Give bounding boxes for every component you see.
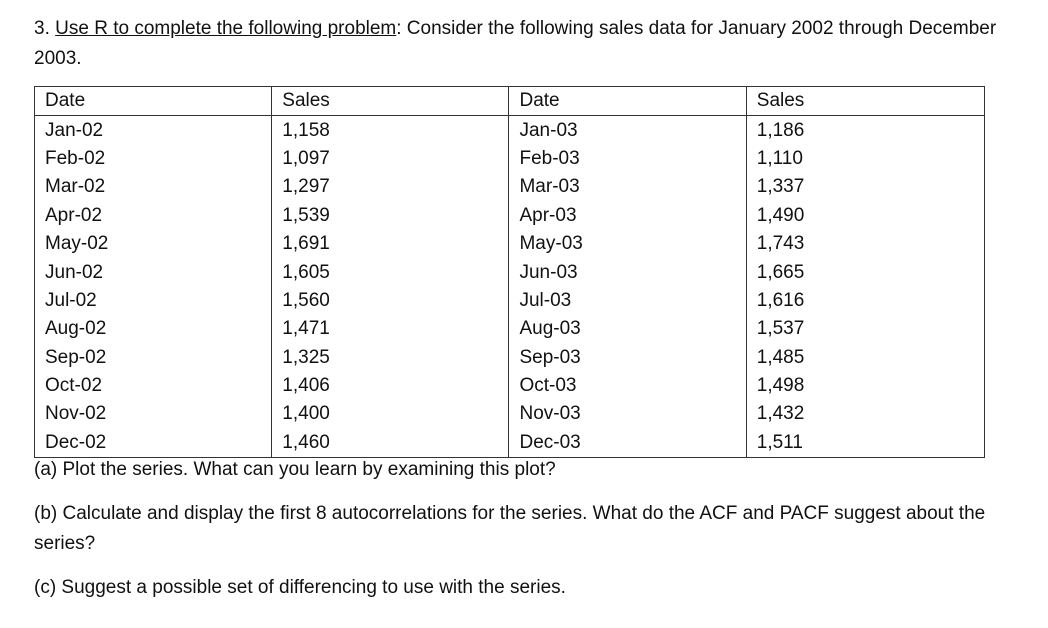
table-row (35, 344, 985, 372)
sales-cell: 1,743 (746, 230, 984, 258)
sales-cell: 1,485 (746, 344, 984, 372)
date-cell: Sep-03 (509, 344, 746, 372)
date-cell: Apr-02 (35, 202, 272, 230)
question-a: (a) Plot the series. What can you learn by examining this plot? (34, 459, 556, 480)
problem-number: 3. (34, 18, 50, 39)
date-cell: Oct-03 (509, 372, 746, 400)
table-row (35, 372, 985, 400)
sales-cell: 1,490 (746, 202, 984, 230)
sales-cell: 1,537 (746, 315, 984, 343)
date-cell: Mar-02 (35, 173, 272, 201)
header-sales-2003: Sales (746, 87, 984, 116)
sales-cell: 1,097 (272, 145, 509, 173)
table-row (35, 116, 985, 145)
sales-cell: 1,539 (272, 202, 509, 230)
table-row (35, 145, 985, 173)
sales-cell: 1,110 (746, 145, 984, 173)
table-row (35, 287, 985, 315)
date-cell: Jul-02 (35, 287, 272, 315)
date-cell: Aug-03 (509, 315, 746, 343)
sales-cell: 1,158 (272, 116, 509, 145)
sales-cell: 1,400 (272, 400, 509, 428)
date-cell: Aug-02 (35, 315, 272, 343)
table-header-row (35, 87, 985, 116)
header-date-2003: Date (509, 87, 746, 116)
date-cell: Dec-03 (509, 429, 746, 458)
problem-text: : Consider the following sales data for January 2002 through December 2003. (34, 18, 997, 69)
table-row (35, 258, 985, 286)
table-row (35, 429, 985, 458)
problem-statement (34, 14, 1024, 74)
table-row (35, 400, 985, 428)
sales-cell: 1,691 (272, 230, 509, 258)
date-cell: Nov-02 (35, 400, 272, 428)
sales-data-table (34, 86, 985, 458)
date-cell: Feb-02 (35, 145, 272, 173)
sales-cell: 1,498 (746, 372, 984, 400)
date-cell: Dec-02 (35, 429, 272, 458)
date-cell: Mar-03 (509, 173, 746, 201)
date-cell: Sep-02 (35, 344, 272, 372)
sales-cell: 1,605 (272, 258, 509, 286)
sales-cell: 1,337 (746, 173, 984, 201)
sales-cell: 1,432 (746, 400, 984, 428)
sales-cell: 1,460 (272, 429, 509, 458)
problem-instruction: Use R to complete the following problem (55, 18, 397, 39)
sales-cell: 1,406 (272, 372, 509, 400)
table-row (35, 230, 985, 258)
header-date-2002: Date (35, 87, 272, 116)
table-row (35, 315, 985, 343)
sales-cell: 1,186 (746, 116, 984, 145)
table-row (35, 173, 985, 201)
sales-cell: 1,297 (272, 173, 509, 201)
date-cell: Jun-03 (509, 258, 746, 286)
date-cell: Apr-03 (509, 202, 746, 230)
question-b: (b) Calculate and display the first 8 autocorrelations for the series. What do the ACF and PACF suggest about the series? (34, 503, 986, 554)
table-row (35, 202, 985, 230)
sales-cell: 1,511 (746, 429, 984, 458)
date-cell: May-03 (509, 230, 746, 258)
question-c: (c) Suggest a possible set of differencing to use with the series. (34, 577, 566, 598)
sales-cell: 1,665 (746, 258, 984, 286)
date-cell: Feb-03 (509, 145, 746, 173)
date-cell: Nov-03 (509, 400, 746, 428)
header-sales-2002: Sales (272, 87, 509, 116)
date-cell: Jun-02 (35, 258, 272, 286)
date-cell: May-02 (35, 230, 272, 258)
sales-cell: 1,560 (272, 287, 509, 315)
sales-cell: 1,325 (272, 344, 509, 372)
date-cell: Jan-03 (509, 116, 746, 145)
date-cell: Oct-02 (35, 372, 272, 400)
date-cell: Jul-03 (509, 287, 746, 315)
sales-cell: 1,616 (746, 287, 984, 315)
date-cell: Jan-02 (35, 116, 272, 145)
sales-cell: 1,471 (272, 315, 509, 343)
